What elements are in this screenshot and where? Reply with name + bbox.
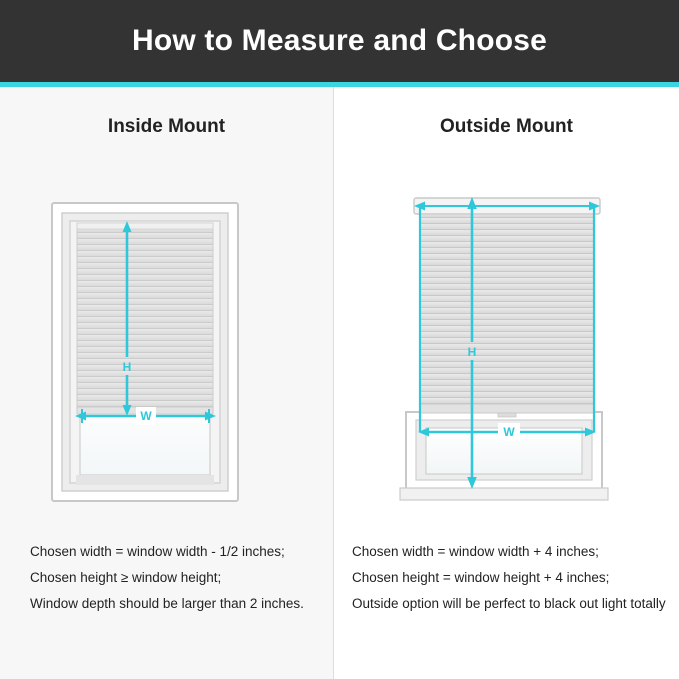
captions-outside-mount [334,539,679,617]
caption-line: Outside option will be perfect to black out light totally [352,596,666,611]
inside-mount-illustration [46,197,266,517]
captions-inside-mount [0,539,333,617]
svg-text:W: W [140,409,152,423]
caption-line: Chosen height ≥ window height; [30,570,222,585]
svg-text:W: W [503,425,515,439]
caption-line: Window depth should be larger than 2 inches. [30,596,304,611]
page-title: How to Measure and Choose [131,24,548,57]
panel-title-outside: Outside Mount [440,116,573,137]
caption-line: Chosen width = window width + 4 inches; [352,544,599,559]
header-bar [0,0,679,82]
svg-text:H: H [122,360,132,374]
panel-inside-mount [0,87,333,679]
outside-mount-illustration [392,182,622,517]
panels-container [0,87,679,679]
caption-line: Chosen width = window width - 1/2 inches; [30,544,285,559]
svg-text:H: H [467,345,477,359]
panel-outside-mount [333,87,679,679]
caption-line: Chosen height = window height + 4 inches; [352,570,610,585]
panel-title-inside: Inside Mount [107,116,226,137]
